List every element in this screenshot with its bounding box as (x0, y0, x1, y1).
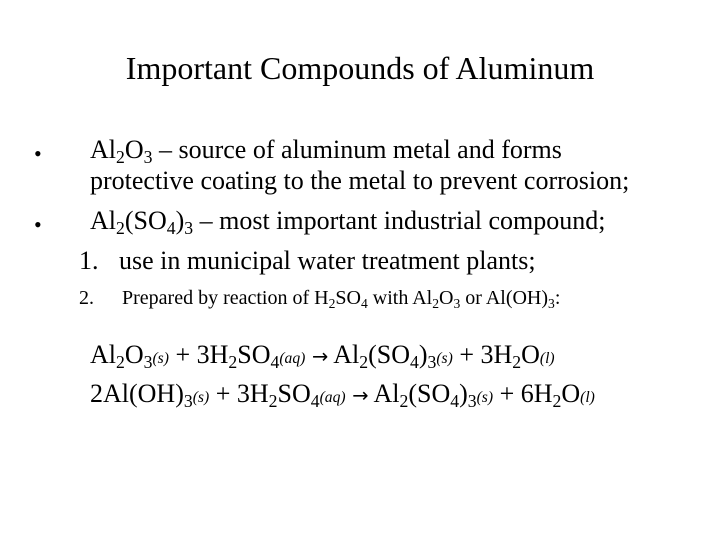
numbered-item-1-number: 1. (79, 246, 99, 275)
equation-2: $2Al(OH)_3(s) + 3H_2SO_4(aq) \to Al_2(SO_4)_3(s) + 6H_2O(l)$ (90, 379, 595, 411)
bullet-1-line-1: $Al_2O_3$ – source of aluminum metal and forms (90, 135, 562, 167)
bullet-1-line-2: protective coating to the metal to prevent corrosion; (90, 166, 630, 195)
bullet-2-line-1: $Al_2(SO_4)_3$ – most important industrial compound; (90, 206, 606, 238)
bullet-marker-1: • (34, 141, 42, 166)
numbered-item-2-text: Prepared by reaction of $H_2SO_4$ with $Al_2O_3$ or $Al(OH)_3$: (122, 287, 561, 311)
numbered-item-2 (79, 283, 560, 314)
bullet-1-text (90, 134, 710, 196)
bullet-marker-2: • (34, 212, 42, 237)
numbered-item-2-number: 2. (79, 287, 94, 309)
slide-title: Important Compounds of Aluminum (125, 50, 595, 86)
bullet-2-text (90, 205, 710, 236)
equation-1: $Al_2O_3(s) + 3H_2SO_4(aq) \to Al_2(SO_4)_3(s) + 3H_2O(l)$ (90, 340, 555, 372)
numbered-item-1 (79, 245, 536, 276)
numbered-item-1-text: use in municipal water treatment plants; (119, 246, 536, 275)
